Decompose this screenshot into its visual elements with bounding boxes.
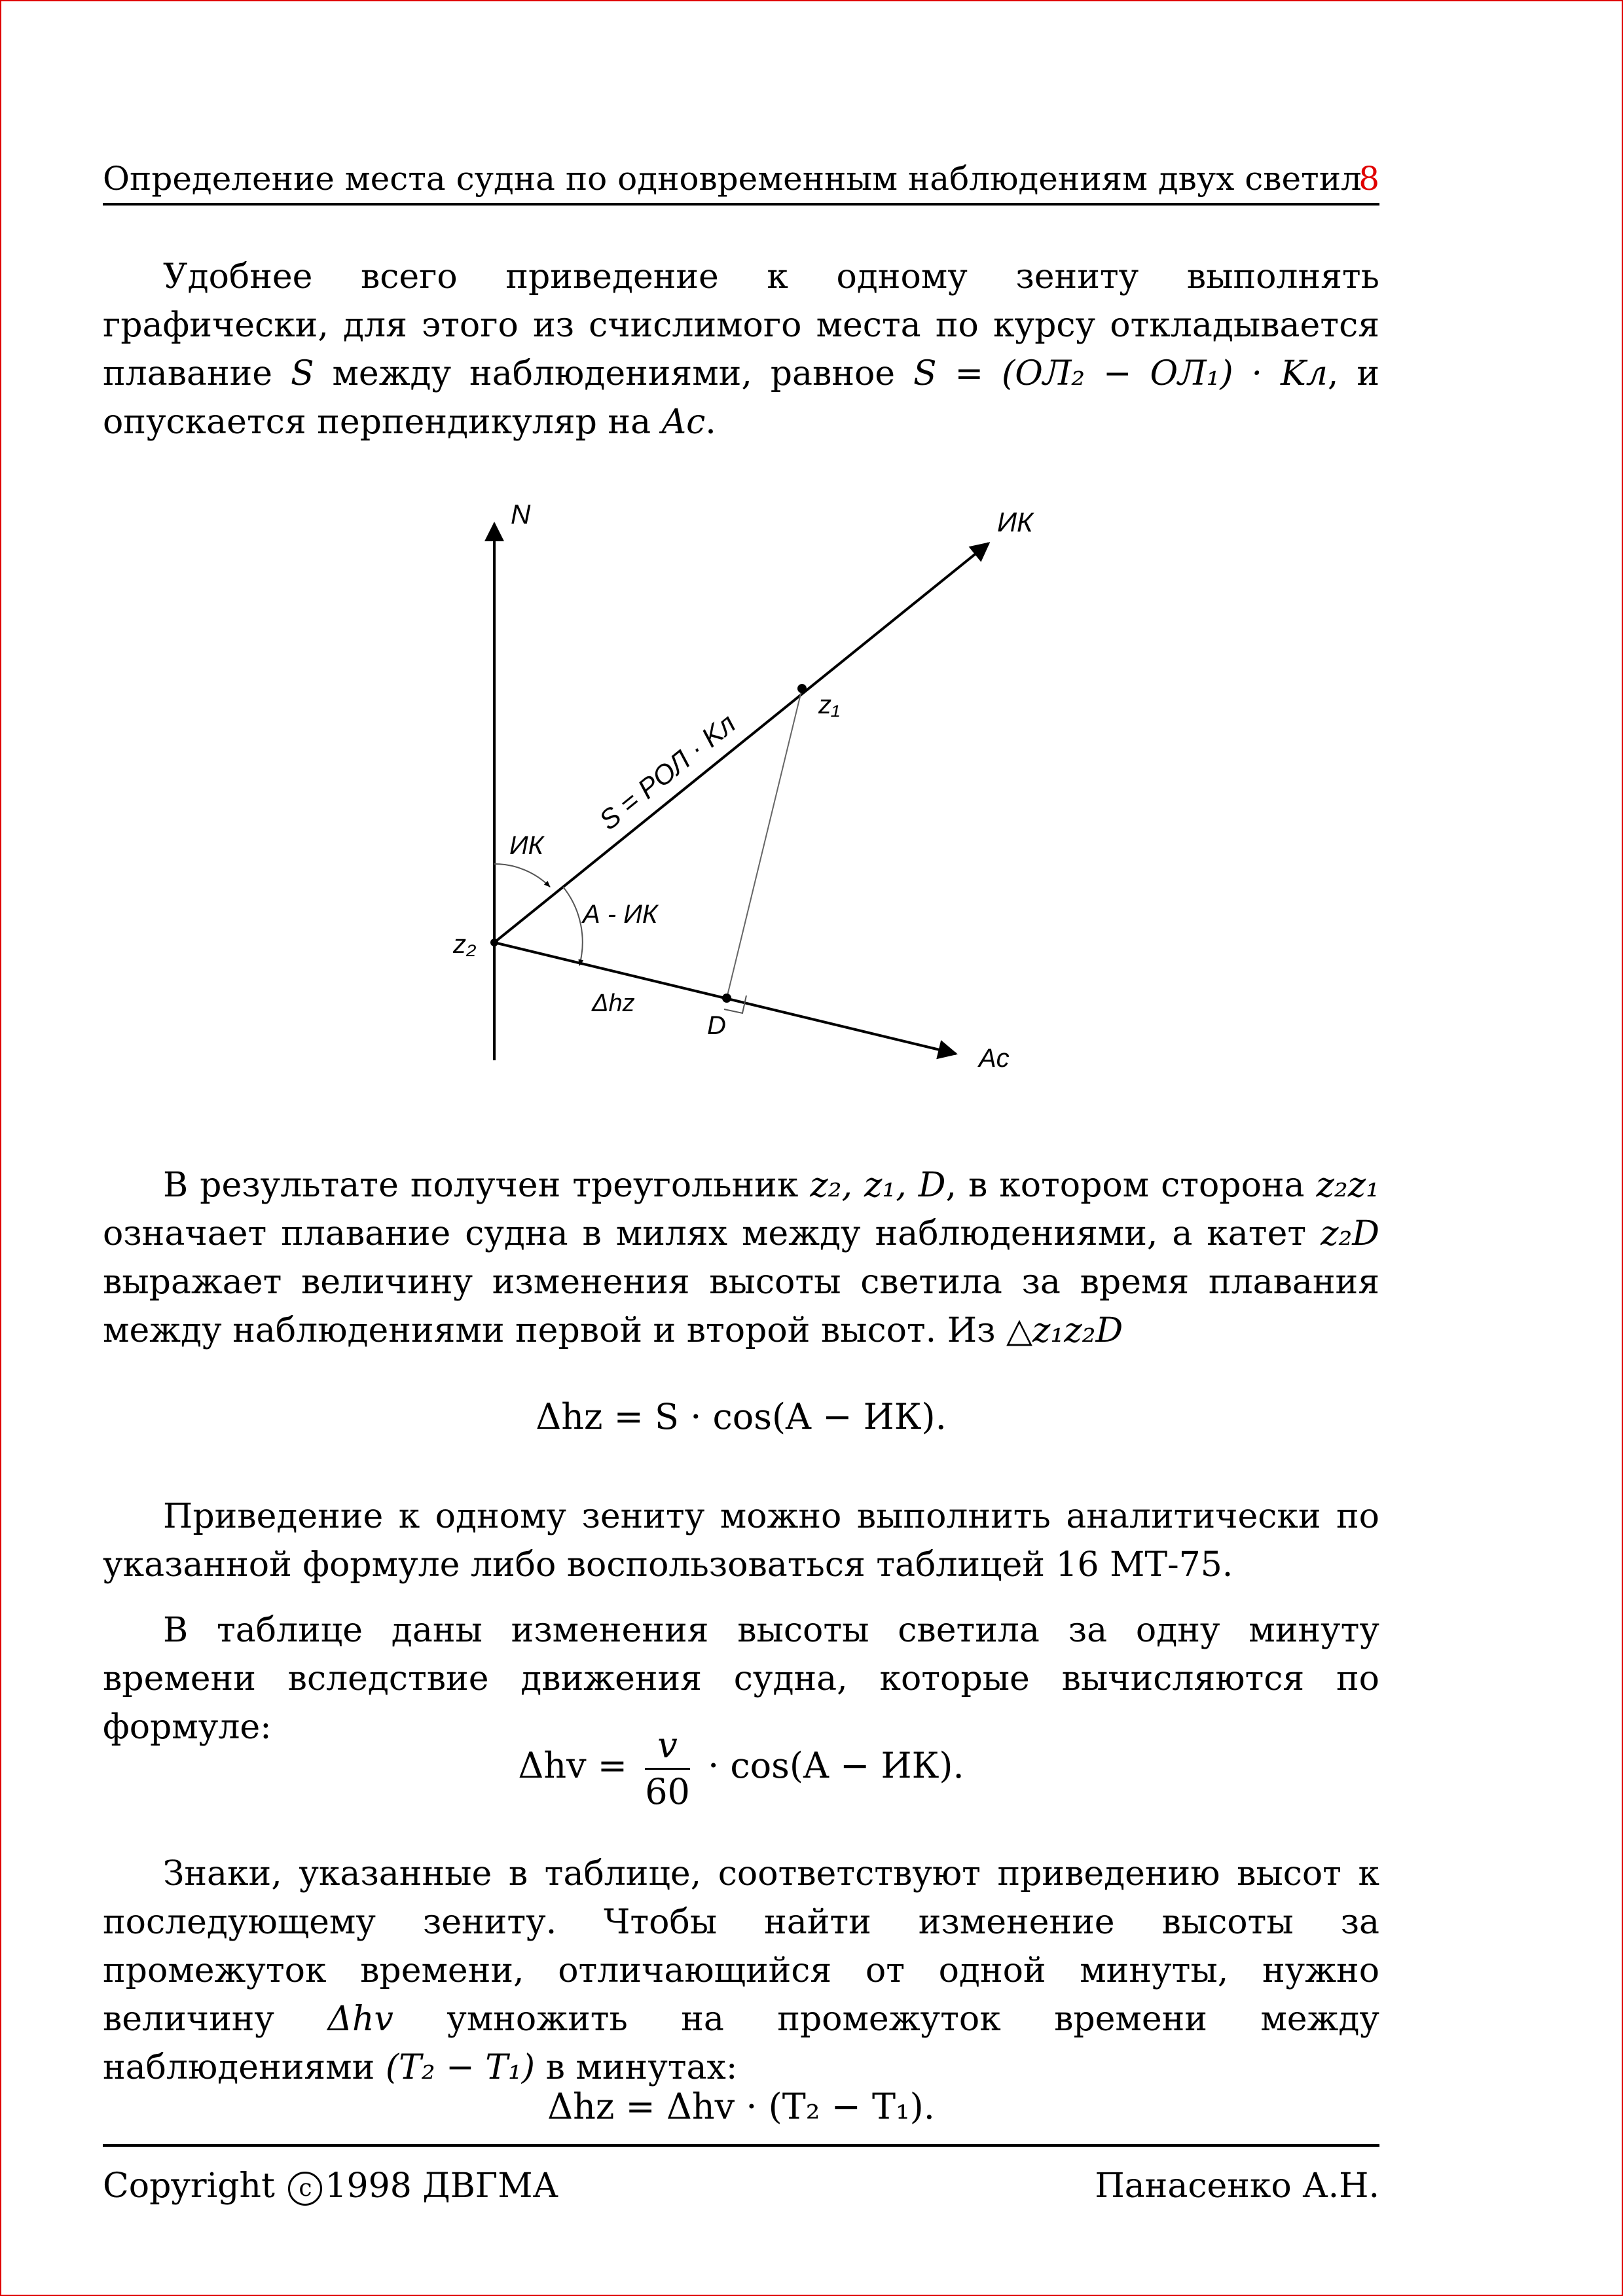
label-delta-hz: Δhz: [592, 990, 635, 1017]
math-triangle-points: z₂, z₁, D: [810, 1166, 946, 1205]
label-ik-top: ИК: [997, 507, 1033, 537]
copyright-symbol: c: [288, 2172, 322, 2206]
header-title: Определение места судна по одновременным наблюдениям двух светил: [103, 160, 1362, 198]
label-z1: z₁: [818, 691, 840, 719]
label-ik-angle: ИК: [509, 831, 544, 860]
formula-delta-hz-time: Δhz = Δhv · (T₂ − T₁).: [547, 2086, 935, 2127]
label-n: N: [511, 499, 531, 529]
point-z1: [797, 684, 807, 693]
paragraph-3: Приведение к одному зениту можно выполнить аналитически по указанной формуле либо воспользоваться таблицей 16 МТ-75.: [103, 1497, 1379, 1585]
math-dhv: Δhv: [327, 2000, 393, 2039]
point-d: [722, 994, 731, 1003]
label-d: D: [707, 1011, 726, 1040]
copyright-label: Copyright: [103, 2166, 275, 2206]
label-z2: z₂: [453, 930, 477, 959]
running-header: [103, 157, 1379, 200]
paragraph-4: В таблице даны изменения высоты светила за одну минуту времени вследствие движения судна, которые вычисляются по формуле:: [103, 1611, 1379, 1747]
math-S-formula: S = (ОЛ₂ − ОЛ₁) · Kл: [913, 354, 1328, 393]
label-ac: Ac: [979, 1044, 1010, 1073]
page-number: 8: [1359, 160, 1379, 198]
math-leg-z2d: z₂D: [1321, 1214, 1379, 1253]
footer-author: Панасенко А.Н.: [1095, 2166, 1379, 2206]
course-line: [494, 543, 989, 942]
footer: [103, 2160, 1379, 2212]
angle-arc-a-ik: [563, 887, 583, 965]
label-a-minus-ik: А - ИК: [583, 900, 658, 929]
navigation-diagram: [419, 484, 1074, 1100]
label-s-formula: S = РОЛ · Kл: [593, 708, 742, 836]
fraction-v-60: $\frac{v}{60}$: [645, 1724, 690, 1812]
formula-delta-hz: Δhz = S · cos(A − ИК).: [536, 1396, 947, 1437]
math-S: S: [290, 354, 314, 393]
math-t2-t1: (T₂ − T₁): [385, 2048, 536, 2087]
math-side-z2z1: z₂z₁: [1316, 1166, 1379, 1205]
angle-arc-ik: [494, 864, 550, 887]
header-rule: [103, 203, 1379, 206]
math-Ac: Ac: [661, 403, 706, 442]
footer-year-org: 1998 ДВГМА: [325, 2166, 558, 2206]
paragraph-2: В результате получен треугольник z₂, z₁, D, в котором сторона z₂z₁ означает плавание судна в милях между наблюдениями, а катет z₂D выражает величину изменения высоты светила за время плавания между наблюдениями первой и второй высот. Из △z₁z₂D: [103, 1166, 1379, 1350]
math-triangle-name: △z₁z₂D: [1006, 1311, 1123, 1350]
formula-delta-hv: Δhv = $\frac{v}{60}$ · cos(A − ИК).: [103, 1720, 1379, 1818]
perpendicular-line: [727, 689, 802, 998]
paragraph-1: Удобнее всего приведение к одному зениту выполнять графически, для этого из счислимого места по курсу откладывается плавание S между наблюдениями, равное S = (ОЛ₂ − ОЛ₁) · Kл, и опускается перпендикуляр на Ac.: [103, 257, 1379, 442]
point-z2: [490, 939, 498, 946]
footer-rule: [103, 2144, 1379, 2147]
paragraph-5: Знаки, указанные в таблице, соответствуют приведению высот к последующему зениту. Чтобы найти изменение высоты за промежуток времени, отличающийся от одной минуты, нужно величину Δhv умножить на промежуток времени между наблюдениями (T₂ − T₁) в минутах:: [103, 1854, 1379, 2087]
